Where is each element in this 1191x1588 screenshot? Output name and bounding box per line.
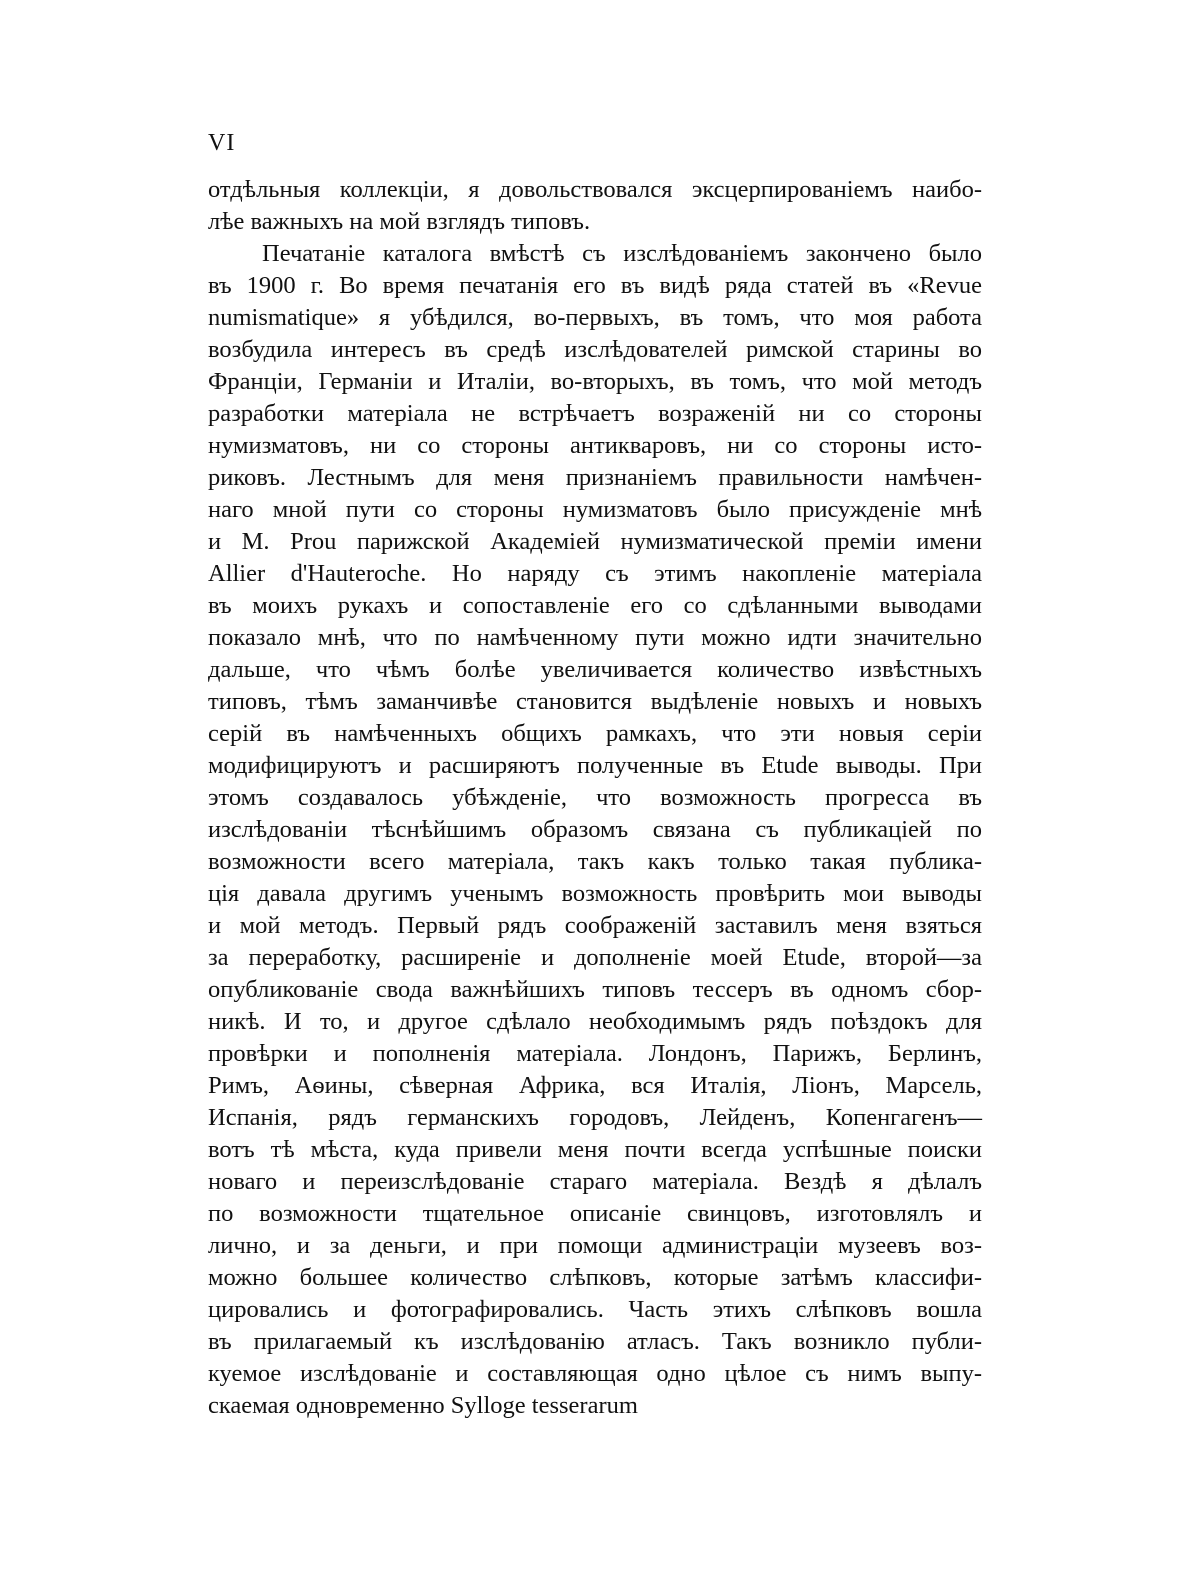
text-line: въ моихъ рукахъ и сопоставленіе его со сдѣланными выводами bbox=[208, 592, 982, 619]
text-line: numismatique» я убѣдился, во-первыхъ, въ томъ, что моя работа bbox=[208, 304, 982, 331]
paragraph-1 bbox=[208, 174, 982, 238]
text-line: никѣ. И то, и другое сдѣлало необходимымъ рядъ поѣздокъ для bbox=[208, 1008, 982, 1035]
text-line: Печатаніе каталога вмѣстѣ съ изслѣдованіемъ закончено было bbox=[262, 240, 982, 267]
text-line: провѣрки и пополненія матеріала. Лондонъ, Парижъ, Берлинъ, bbox=[208, 1040, 982, 1067]
text-line: въ 1900 г. Во время печатанія его въ видѣ ряда статей въ «Revue bbox=[208, 272, 982, 299]
text-line: и M. Prou парижской Академіей нумизматической преміи имени bbox=[208, 528, 982, 555]
text-line: Франціи, Германіи и Италіи, во-вторыхъ, въ томъ, что мой методъ bbox=[208, 368, 982, 395]
text-line: Испанія, рядъ германскихъ городовъ, Лейденъ, Копенгагенъ— bbox=[208, 1104, 982, 1131]
text-line: разработки матеріала не встрѣчаетъ возраженій ни со стороны bbox=[208, 400, 982, 427]
text-line: за переработку, расширеніе и дополненіе моей Etude, второй—за bbox=[208, 944, 982, 971]
text-line: лѣе важныхъ на мой взглядъ типовъ. bbox=[208, 208, 591, 235]
text-line: ція давала другимъ ученымъ возможность провѣрить мои выводы bbox=[208, 880, 982, 907]
text-line: и мой методъ. Первый рядъ соображеній заставилъ меня взяться bbox=[208, 912, 982, 939]
text-line: наго мной пути со стороны нумизматовъ было присужденіе мнѣ bbox=[208, 496, 982, 523]
text-line: по возможности тщательное описаніе свинцовъ, изготовлялъ и bbox=[208, 1200, 982, 1227]
text-line: лично, и за деньги, и при помощи администраціи музеевъ воз- bbox=[208, 1232, 982, 1259]
text-line: нумизматовъ, ни со стороны антикваровъ, ни со стороны исто- bbox=[208, 432, 982, 459]
text-line: опубликованіе свода важнѣйшихъ типовъ тессеръ въ одномъ сбор- bbox=[208, 976, 982, 1003]
text-line: показало мнѣ, что по намѣченному пути можно идти значительно bbox=[208, 624, 982, 651]
text-line: риковъ. Лестнымъ для меня признаніемъ правильности намѣчен- bbox=[208, 464, 982, 491]
page-number: VI bbox=[208, 130, 236, 156]
text-line: цировались и фотографировались. Часть этихъ слѣпковъ вошла bbox=[208, 1296, 982, 1323]
text-line: возможности всего матеріала, такъ какъ только такая публика- bbox=[208, 848, 982, 875]
text-line: дальше, что чѣмъ болѣе увеличивается количество извѣстныхъ bbox=[208, 656, 982, 683]
text-line: Allier d'Hauteroche. Но наряду съ этимъ накопленіе матеріала bbox=[208, 560, 982, 587]
text-line: этомъ создавалось убѣжденіе, что возможность прогресса въ bbox=[208, 784, 982, 811]
text-line: куемое изслѣдованіе и составляющая одно цѣлое съ нимъ выпу- bbox=[208, 1360, 982, 1387]
text-line: Римъ, Аѳины, сѣверная Африка, вся Италія, Ліонъ, Марсель, bbox=[208, 1072, 982, 1099]
text-line: типовъ, тѣмъ заманчивѣе становится выдѣленіе новыхъ и новыхъ bbox=[208, 688, 982, 715]
text-line: скаемая одновременно Sylloge tesserarum bbox=[208, 1392, 638, 1419]
paragraph-2 bbox=[208, 238, 982, 1422]
text-line: модифицируютъ и расширяютъ полученные въ Etude выводы. При bbox=[208, 752, 982, 779]
text-line: возбудила интересъ въ средѣ изслѣдователей римской старины во bbox=[208, 336, 982, 363]
text-line: вотъ тѣ мѣста, куда привели меня почти всегда успѣшные поиски bbox=[208, 1136, 982, 1163]
text-line: серій въ намѣченныхъ общихъ рамкахъ, что эти новыя серіи bbox=[208, 720, 982, 747]
text-line: можно большее количество слѣпковъ, которые затѣмъ классифи- bbox=[208, 1264, 982, 1291]
text-line: отдѣльныя коллекціи, я довольствовался эксцерпированіемъ наибо- bbox=[208, 176, 982, 203]
text-line: въ прилагаемый къ изслѣдованію атласъ. Такъ возникло публи- bbox=[208, 1328, 982, 1355]
body-text bbox=[208, 174, 982, 1422]
text-line: изслѣдованіи тѣснѣйшимъ образомъ связана съ публикаціей по bbox=[208, 816, 982, 843]
text-line: новаго и переизслѣдованіе стараго матеріала. Вездѣ я дѣлалъ bbox=[208, 1168, 982, 1195]
